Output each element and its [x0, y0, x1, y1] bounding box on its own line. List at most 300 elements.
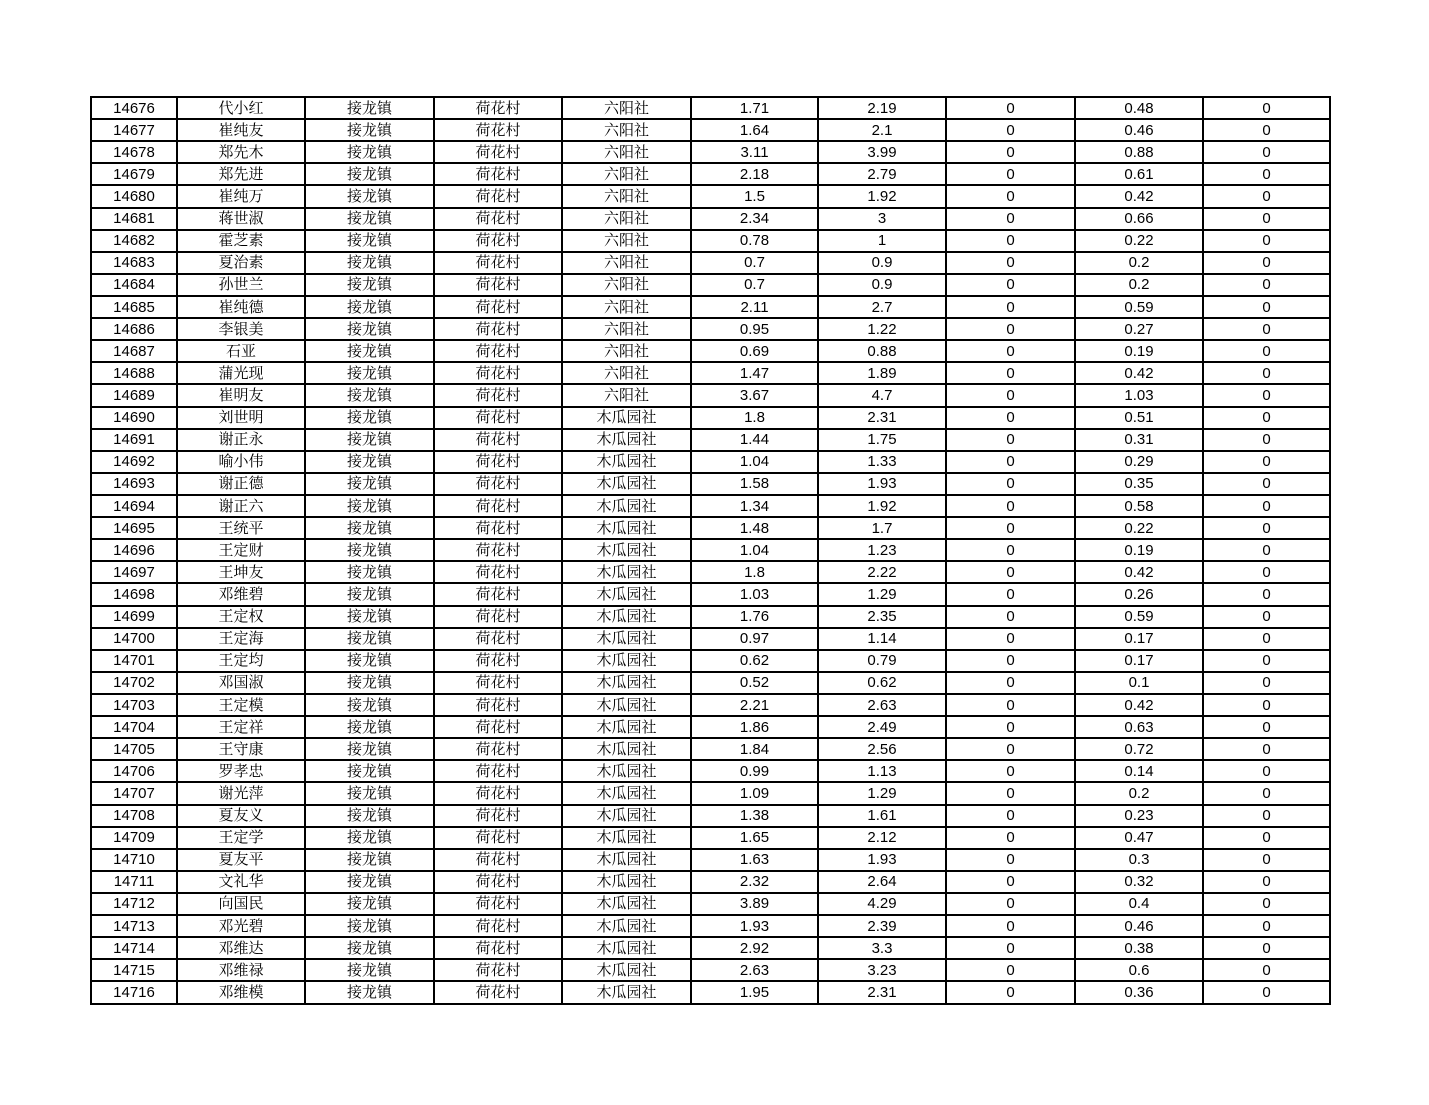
table-row	[91, 296, 1330, 318]
table-cell-value-1: 1.34	[691, 495, 818, 517]
table-cell-town: 接龙镇	[305, 650, 434, 672]
table-cell-value-2: 2.31	[818, 407, 946, 429]
table-cell-name: 王统平	[177, 517, 305, 539]
table-cell-village: 荷花村	[434, 274, 562, 296]
table-cell-value-5: 0	[1203, 473, 1330, 495]
table-cell-village: 荷花村	[434, 606, 562, 628]
table-cell-value-1: 0.69	[691, 340, 818, 362]
table-cell-name: 邓维模	[177, 981, 305, 1004]
table-cell-value-5: 0	[1203, 407, 1330, 429]
table-cell-town: 接龙镇	[305, 915, 434, 937]
table-cell-value-3: 0	[946, 517, 1075, 539]
table-cell-village: 荷花村	[434, 782, 562, 804]
table-cell-value-3: 0	[946, 495, 1075, 517]
table-cell-society: 六阳社	[562, 274, 691, 296]
table-cell-society: 木瓜园社	[562, 871, 691, 893]
table-cell-town: 接龙镇	[305, 163, 434, 185]
table-cell-name: 邓维碧	[177, 583, 305, 605]
table-cell-value-2: 3.99	[818, 141, 946, 163]
table-cell-village: 荷花村	[434, 672, 562, 694]
table-cell-value-5: 0	[1203, 628, 1330, 650]
table-cell-town: 接龙镇	[305, 230, 434, 252]
table-cell-id: 14680	[91, 185, 177, 207]
table-cell-village: 荷花村	[434, 119, 562, 141]
table-cell-value-3: 0	[946, 694, 1075, 716]
table-cell-society: 木瓜园社	[562, 473, 691, 495]
table-cell-id: 14702	[91, 672, 177, 694]
table-cell-society: 六阳社	[562, 208, 691, 230]
table-row	[91, 827, 1330, 849]
table-cell-id: 14692	[91, 451, 177, 473]
table-row	[91, 893, 1330, 915]
table-cell-value-3: 0	[946, 230, 1075, 252]
table-cell-name: 蒲光现	[177, 362, 305, 384]
table-cell-id: 14715	[91, 959, 177, 981]
table-cell-value-4: 0.22	[1075, 517, 1203, 539]
table-cell-value-1: 2.21	[691, 694, 818, 716]
table-cell-name: 蒋世淑	[177, 208, 305, 230]
table-cell-town: 接龙镇	[305, 340, 434, 362]
table-cell-town: 接龙镇	[305, 185, 434, 207]
table-cell-value-5: 0	[1203, 959, 1330, 981]
table-cell-value-1: 3.89	[691, 893, 818, 915]
table-cell-name: 郑先木	[177, 141, 305, 163]
table-row	[91, 694, 1330, 716]
table-cell-name: 邓维禄	[177, 959, 305, 981]
table-cell-id: 14688	[91, 362, 177, 384]
table-cell-value-5: 0	[1203, 208, 1330, 230]
table-cell-society: 木瓜园社	[562, 981, 691, 1004]
table-cell-value-4: 0.66	[1075, 208, 1203, 230]
table-cell-town: 接龙镇	[305, 583, 434, 605]
table-cell-name: 崔明友	[177, 384, 305, 406]
table-row	[91, 539, 1330, 561]
table-cell-town: 接龙镇	[305, 959, 434, 981]
table-cell-town: 接龙镇	[305, 871, 434, 893]
table-cell-id: 14710	[91, 849, 177, 871]
table-cell-value-4: 0.22	[1075, 230, 1203, 252]
table-cell-value-1: 0.7	[691, 274, 818, 296]
table-cell-village: 荷花村	[434, 959, 562, 981]
table-cell-value-3: 0	[946, 672, 1075, 694]
table-cell-id: 14708	[91, 805, 177, 827]
table-cell-town: 接龙镇	[305, 893, 434, 915]
table-cell-value-4: 0.59	[1075, 296, 1203, 318]
table-cell-value-1: 1.5	[691, 185, 818, 207]
table-cell-value-5: 0	[1203, 252, 1330, 274]
table-cell-value-5: 0	[1203, 141, 1330, 163]
table-cell-value-3: 0	[946, 782, 1075, 804]
table-cell-value-3: 0	[946, 805, 1075, 827]
table-cell-name: 王定学	[177, 827, 305, 849]
table-cell-value-5: 0	[1203, 274, 1330, 296]
table-cell-town: 接龙镇	[305, 252, 434, 274]
table-cell-value-2: 0.9	[818, 252, 946, 274]
table-cell-value-5: 0	[1203, 429, 1330, 451]
table-cell-value-3: 0	[946, 561, 1075, 583]
table-cell-value-2: 2.64	[818, 871, 946, 893]
table-cell-id: 14686	[91, 318, 177, 340]
table-cell-id: 14676	[91, 97, 177, 119]
table-cell-id: 14682	[91, 230, 177, 252]
table-cell-value-2: 2.35	[818, 606, 946, 628]
table-cell-name: 邓维达	[177, 937, 305, 959]
table-cell-value-3: 0	[946, 163, 1075, 185]
table-row	[91, 185, 1330, 207]
table-cell-name: 王定祥	[177, 716, 305, 738]
table-cell-village: 荷花村	[434, 871, 562, 893]
table-cell-id: 14691	[91, 429, 177, 451]
table-cell-village: 荷花村	[434, 915, 562, 937]
table-cell-value-2: 1.92	[818, 185, 946, 207]
table-cell-value-5: 0	[1203, 185, 1330, 207]
table-row	[91, 340, 1330, 362]
table-cell-town: 接龙镇	[305, 782, 434, 804]
table-cell-value-1: 1.8	[691, 407, 818, 429]
table-cell-village: 荷花村	[434, 296, 562, 318]
table-cell-value-4: 0.63	[1075, 716, 1203, 738]
table-cell-value-5: 0	[1203, 760, 1330, 782]
table-cell-value-3: 0	[946, 407, 1075, 429]
table-cell-society: 木瓜园社	[562, 672, 691, 694]
table-cell-id: 14712	[91, 893, 177, 915]
table-cell-name: 夏友平	[177, 849, 305, 871]
table-cell-society: 木瓜园社	[562, 782, 691, 804]
table-cell-value-3: 0	[946, 141, 1075, 163]
table-cell-town: 接龙镇	[305, 738, 434, 760]
table-cell-value-1: 1.03	[691, 583, 818, 605]
table-cell-name: 谢光萍	[177, 782, 305, 804]
data-table	[90, 96, 1331, 1005]
table-cell-value-1: 2.92	[691, 937, 818, 959]
table-cell-value-1: 2.18	[691, 163, 818, 185]
table-cell-value-1: 1.71	[691, 97, 818, 119]
table-cell-village: 荷花村	[434, 650, 562, 672]
table-cell-value-2: 3	[818, 208, 946, 230]
table-cell-value-4: 0.14	[1075, 760, 1203, 782]
table-cell-value-5: 0	[1203, 583, 1330, 605]
table-cell-id: 14701	[91, 650, 177, 672]
table-cell-name: 王定模	[177, 694, 305, 716]
table-cell-society: 木瓜园社	[562, 429, 691, 451]
table-cell-value-2: 2.19	[818, 97, 946, 119]
table-cell-value-3: 0	[946, 185, 1075, 207]
table-cell-town: 接龙镇	[305, 539, 434, 561]
table-row	[91, 208, 1330, 230]
table-row	[91, 252, 1330, 274]
table-cell-value-5: 0	[1203, 517, 1330, 539]
table-cell-value-2: 1.7	[818, 517, 946, 539]
table-cell-value-1: 1.04	[691, 539, 818, 561]
table-cell-town: 接龙镇	[305, 561, 434, 583]
table-cell-value-3: 0	[946, 429, 1075, 451]
table-cell-value-1: 1.63	[691, 849, 818, 871]
table-cell-name: 霍芝素	[177, 230, 305, 252]
table-cell-value-2: 2.22	[818, 561, 946, 583]
table-row	[91, 163, 1330, 185]
table-cell-village: 荷花村	[434, 805, 562, 827]
table-cell-society: 六阳社	[562, 296, 691, 318]
table-cell-value-1: 2.11	[691, 296, 818, 318]
table-cell-society: 木瓜园社	[562, 606, 691, 628]
table-cell-value-4: 0.32	[1075, 871, 1203, 893]
table-cell-value-2: 1.89	[818, 362, 946, 384]
table-cell-value-2: 1.33	[818, 451, 946, 473]
table-row	[91, 650, 1330, 672]
table-cell-value-3: 0	[946, 628, 1075, 650]
table-cell-id: 14707	[91, 782, 177, 804]
table-cell-value-3: 0	[946, 119, 1075, 141]
table-cell-id: 14706	[91, 760, 177, 782]
table-row	[91, 628, 1330, 650]
table-cell-value-3: 0	[946, 97, 1075, 119]
table-cell-society: 木瓜园社	[562, 539, 691, 561]
table-cell-id: 14683	[91, 252, 177, 274]
table-cell-name: 刘世明	[177, 407, 305, 429]
table-cell-id: 14681	[91, 208, 177, 230]
table-cell-value-5: 0	[1203, 915, 1330, 937]
table-cell-value-4: 0.42	[1075, 694, 1203, 716]
table-cell-town: 接龙镇	[305, 407, 434, 429]
table-cell-value-2: 1.23	[818, 539, 946, 561]
table-cell-value-5: 0	[1203, 672, 1330, 694]
table-cell-value-4: 0.42	[1075, 362, 1203, 384]
table-cell-name: 王坤友	[177, 561, 305, 583]
table-row	[91, 407, 1330, 429]
table-cell-village: 荷花村	[434, 141, 562, 163]
table-cell-name: 代小红	[177, 97, 305, 119]
table-cell-value-3: 0	[946, 915, 1075, 937]
table-cell-name: 崔纯万	[177, 185, 305, 207]
table-cell-id: 14685	[91, 296, 177, 318]
table-cell-value-1: 0.78	[691, 230, 818, 252]
table-cell-value-4: 0.36	[1075, 981, 1203, 1004]
table-cell-value-2: 0.62	[818, 672, 946, 694]
table-cell-id: 14700	[91, 628, 177, 650]
table-cell-village: 荷花村	[434, 362, 562, 384]
table-cell-value-4: 0.35	[1075, 473, 1203, 495]
table-cell-value-1: 1.04	[691, 451, 818, 473]
table-cell-value-5: 0	[1203, 340, 1330, 362]
table-cell-value-4: 0.19	[1075, 340, 1203, 362]
table-row	[91, 119, 1330, 141]
table-cell-value-3: 0	[946, 849, 1075, 871]
table-cell-value-1: 1.65	[691, 827, 818, 849]
table-cell-value-2: 3.3	[818, 937, 946, 959]
table-cell-society: 木瓜园社	[562, 738, 691, 760]
table-cell-value-2: 2.49	[818, 716, 946, 738]
table-row	[91, 473, 1330, 495]
table-cell-value-5: 0	[1203, 871, 1330, 893]
table-cell-society: 六阳社	[562, 362, 691, 384]
table-cell-id: 14690	[91, 407, 177, 429]
table-cell-name: 石亚	[177, 340, 305, 362]
table-cell-society: 木瓜园社	[562, 760, 691, 782]
table-cell-id: 14693	[91, 473, 177, 495]
table-cell-value-4: 0.23	[1075, 805, 1203, 827]
table-cell-value-3: 0	[946, 738, 1075, 760]
table-cell-value-4: 0.88	[1075, 141, 1203, 163]
table-row	[91, 738, 1330, 760]
table-cell-society: 木瓜园社	[562, 937, 691, 959]
table-cell-id: 14716	[91, 981, 177, 1004]
table-cell-value-3: 0	[946, 252, 1075, 274]
table-cell-value-3: 0	[946, 606, 1075, 628]
table-row	[91, 517, 1330, 539]
table-cell-value-1: 1.09	[691, 782, 818, 804]
table-cell-value-1: 1.93	[691, 915, 818, 937]
table-cell-name: 邓光碧	[177, 915, 305, 937]
table-cell-town: 接龙镇	[305, 716, 434, 738]
table-cell-value-4: 0.6	[1075, 959, 1203, 981]
table-cell-value-5: 0	[1203, 782, 1330, 804]
table-cell-value-5: 0	[1203, 893, 1330, 915]
table-cell-society: 木瓜园社	[562, 561, 691, 583]
table-cell-village: 荷花村	[434, 561, 562, 583]
table-row	[91, 805, 1330, 827]
table-cell-town: 接龙镇	[305, 208, 434, 230]
table-cell-town: 接龙镇	[305, 429, 434, 451]
table-cell-id: 14703	[91, 694, 177, 716]
table-cell-town: 接龙镇	[305, 805, 434, 827]
table-cell-value-4: 0.17	[1075, 628, 1203, 650]
table-cell-id: 14705	[91, 738, 177, 760]
table-cell-society: 六阳社	[562, 318, 691, 340]
table-cell-value-4: 0.2	[1075, 252, 1203, 274]
table-cell-value-5: 0	[1203, 451, 1330, 473]
table-cell-society: 木瓜园社	[562, 451, 691, 473]
table-cell-name: 谢正永	[177, 429, 305, 451]
table-cell-value-4: 0.59	[1075, 606, 1203, 628]
table-cell-value-2: 1.22	[818, 318, 946, 340]
table-row	[91, 782, 1330, 804]
table-cell-value-4: 0.61	[1075, 163, 1203, 185]
table-cell-value-5: 0	[1203, 97, 1330, 119]
table-cell-value-5: 0	[1203, 384, 1330, 406]
table-cell-value-3: 0	[946, 959, 1075, 981]
table-cell-value-5: 0	[1203, 362, 1330, 384]
table-cell-value-5: 0	[1203, 539, 1330, 561]
table-cell-town: 接龙镇	[305, 937, 434, 959]
table-cell-name: 孙世兰	[177, 274, 305, 296]
table-cell-value-4: 0.42	[1075, 185, 1203, 207]
table-row	[91, 561, 1330, 583]
table-cell-name: 谢正六	[177, 495, 305, 517]
table-cell-value-3: 0	[946, 473, 1075, 495]
table-cell-name: 邓国淑	[177, 672, 305, 694]
table-row	[91, 672, 1330, 694]
table-cell-value-3: 0	[946, 716, 1075, 738]
table-cell-town: 接龙镇	[305, 451, 434, 473]
table-cell-name: 夏友义	[177, 805, 305, 827]
table-cell-value-3: 0	[946, 384, 1075, 406]
table-cell-name: 王守康	[177, 738, 305, 760]
table-cell-value-5: 0	[1203, 716, 1330, 738]
table-cell-value-4: 0.2	[1075, 782, 1203, 804]
table-cell-value-2: 1.14	[818, 628, 946, 650]
table-cell-name: 王定均	[177, 650, 305, 672]
table-cell-value-2: 1.13	[818, 760, 946, 782]
table-row	[91, 583, 1330, 605]
table-cell-society: 木瓜园社	[562, 650, 691, 672]
table-cell-name: 王定财	[177, 539, 305, 561]
table-cell-town: 接龙镇	[305, 296, 434, 318]
table-cell-value-3: 0	[946, 937, 1075, 959]
table-cell-society: 木瓜园社	[562, 959, 691, 981]
table-cell-name: 郑先进	[177, 163, 305, 185]
table-cell-name: 喻小伟	[177, 451, 305, 473]
table-cell-town: 接龙镇	[305, 672, 434, 694]
table-cell-value-3: 0	[946, 362, 1075, 384]
table-cell-id: 14687	[91, 340, 177, 362]
table-cell-society: 六阳社	[562, 384, 691, 406]
table-cell-value-5: 0	[1203, 827, 1330, 849]
table-row	[91, 959, 1330, 981]
table-cell-value-5: 0	[1203, 738, 1330, 760]
table-cell-value-2: 2.39	[818, 915, 946, 937]
table-cell-id: 14714	[91, 937, 177, 959]
table-cell-village: 荷花村	[434, 340, 562, 362]
table-cell-id: 14711	[91, 871, 177, 893]
table-cell-value-3: 0	[946, 893, 1075, 915]
table-cell-town: 接龙镇	[305, 827, 434, 849]
table-row	[91, 97, 1330, 119]
table-row	[91, 141, 1330, 163]
table-cell-society: 六阳社	[562, 252, 691, 274]
table-cell-id: 14709	[91, 827, 177, 849]
table-cell-village: 荷花村	[434, 230, 562, 252]
table-cell-value-1: 1.44	[691, 429, 818, 451]
table-cell-value-1: 2.32	[691, 871, 818, 893]
table-cell-town: 接龙镇	[305, 628, 434, 650]
table-cell-village: 荷花村	[434, 628, 562, 650]
table-cell-id: 14696	[91, 539, 177, 561]
table-cell-value-4: 0.2	[1075, 274, 1203, 296]
table-cell-value-3: 0	[946, 583, 1075, 605]
table-cell-id: 14694	[91, 495, 177, 517]
table-cell-value-2: 2.7	[818, 296, 946, 318]
table-cell-id: 14695	[91, 517, 177, 539]
table-cell-value-2: 2.1	[818, 119, 946, 141]
table-cell-society: 六阳社	[562, 230, 691, 252]
table-cell-value-2: 2.56	[818, 738, 946, 760]
table-cell-town: 接龙镇	[305, 318, 434, 340]
table-cell-value-5: 0	[1203, 296, 1330, 318]
table-cell-value-1: 2.34	[691, 208, 818, 230]
table-cell-village: 荷花村	[434, 318, 562, 340]
table-cell-id: 14684	[91, 274, 177, 296]
table-cell-village: 荷花村	[434, 252, 562, 274]
table-cell-village: 荷花村	[434, 849, 562, 871]
table-cell-value-1: 0.62	[691, 650, 818, 672]
table-cell-value-5: 0	[1203, 119, 1330, 141]
table-cell-value-1: 0.99	[691, 760, 818, 782]
table-cell-value-5: 0	[1203, 318, 1330, 340]
table-cell-town: 接龙镇	[305, 141, 434, 163]
table-cell-town: 接龙镇	[305, 97, 434, 119]
table-cell-town: 接龙镇	[305, 981, 434, 1004]
table-cell-value-2: 3.23	[818, 959, 946, 981]
table-cell-village: 荷花村	[434, 495, 562, 517]
table-cell-society: 木瓜园社	[562, 849, 691, 871]
table-cell-society: 六阳社	[562, 185, 691, 207]
table-cell-value-1: 0.52	[691, 672, 818, 694]
table-cell-value-3: 0	[946, 760, 1075, 782]
table-cell-value-3: 0	[946, 274, 1075, 296]
table-cell-society: 六阳社	[562, 340, 691, 362]
table-cell-value-2: 2.63	[818, 694, 946, 716]
table-cell-value-4: 0.3	[1075, 849, 1203, 871]
